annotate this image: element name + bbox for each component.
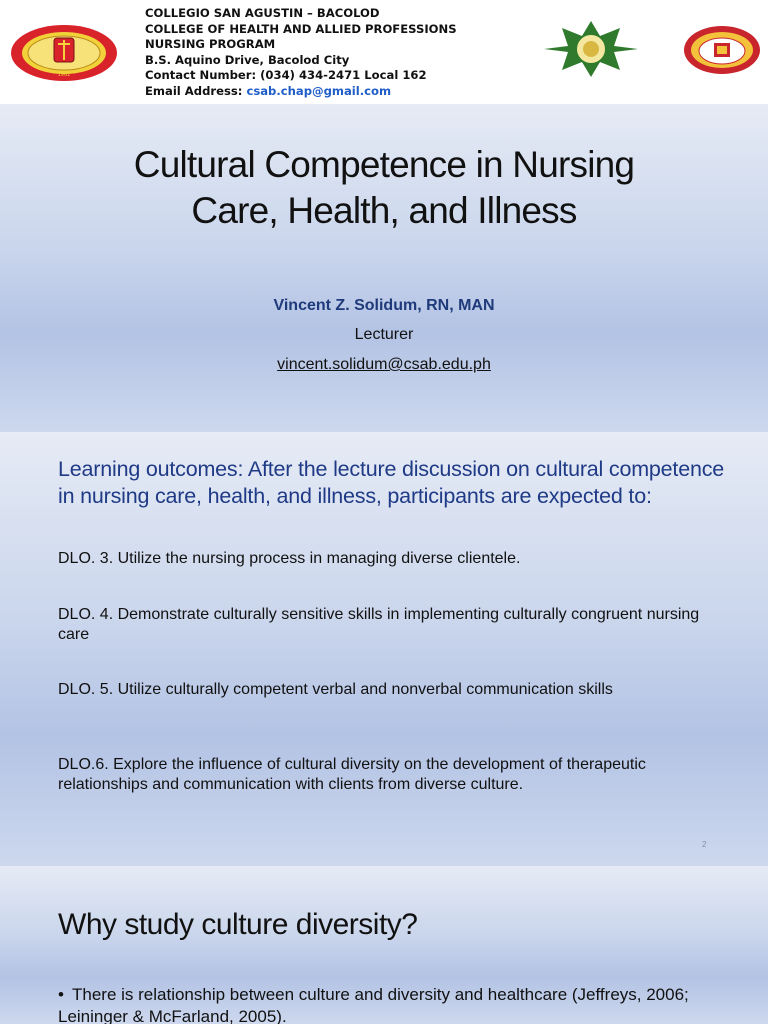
institution-info (145, 6, 457, 100)
learning-outcomes-slide (0, 432, 768, 866)
learning-outcomes-heading: Learning outcomes: After the lecture discussion on cultural competence in nursing care, health, and illness, participants are expected to: (58, 457, 725, 508)
title-slide (0, 104, 768, 432)
college-seal-icon (683, 25, 761, 75)
bullet-text: There is relationship between culture and diversity and healthcare (Jeffreys, 2006; Leininger & McFarland, 2005). (58, 985, 689, 1024)
presenter-role: Lecturer (354, 326, 414, 343)
slide-title-line-1: Cultural Competence in Nursing (133, 144, 635, 185)
slide-title (0, 142, 768, 234)
institution-name: COLLEGIO SAN AGUSTIN – BACOLOD (145, 6, 380, 20)
school-seal-icon (10, 24, 118, 82)
slide-heading: Why study culture diversity? (58, 908, 418, 941)
email-link[interactable]: csab.chap@gmail.com (246, 83, 392, 98)
slide-page-number: 2 (702, 840, 707, 849)
outcome-item: DLO. 4. Demonstrate culturally sensitive skills in implementing culturally congruent nursing care (58, 606, 700, 643)
letterhead (0, 0, 768, 104)
nursing-badge-icon (542, 20, 640, 78)
culture-diversity-slide (0, 866, 768, 1024)
slide-title-line-2: Care, Health, and Illness (191, 190, 577, 231)
email-label: Email Address: (145, 83, 243, 98)
bullet-icon: • (58, 985, 64, 1004)
outcome-item: DLO. 5. Utilize culturally competent verbal and nonverbal communication skills (58, 681, 613, 698)
college-name: COLLEGE OF HEALTH AND ALLIED PROFESSIONS (145, 21, 457, 36)
outcome-item: DLO.6. Explore the influence of cultural diversity on the development of therapeutic relationships and communication with clients from diverse culture. (58, 756, 646, 793)
presenter-email-link[interactable]: vincent.solidum@csab.edu.ph (277, 356, 491, 373)
contact-number: Contact Number: (034) 434-2471 Local 162 (145, 68, 427, 83)
presenter-name: Vincent Z. Solidum, RN, MAN (273, 297, 495, 314)
address: B.S. Aquino Drive, Bacolod City (145, 52, 350, 67)
outcome-item: DLO. 3. Utilize the nursing process in managing diverse clientele. (58, 550, 521, 567)
program-name: NURSING PROGRAM (145, 37, 276, 52)
email-line (145, 84, 457, 100)
seal-year: 1962 (57, 72, 71, 78)
bullet-item (58, 984, 738, 1024)
